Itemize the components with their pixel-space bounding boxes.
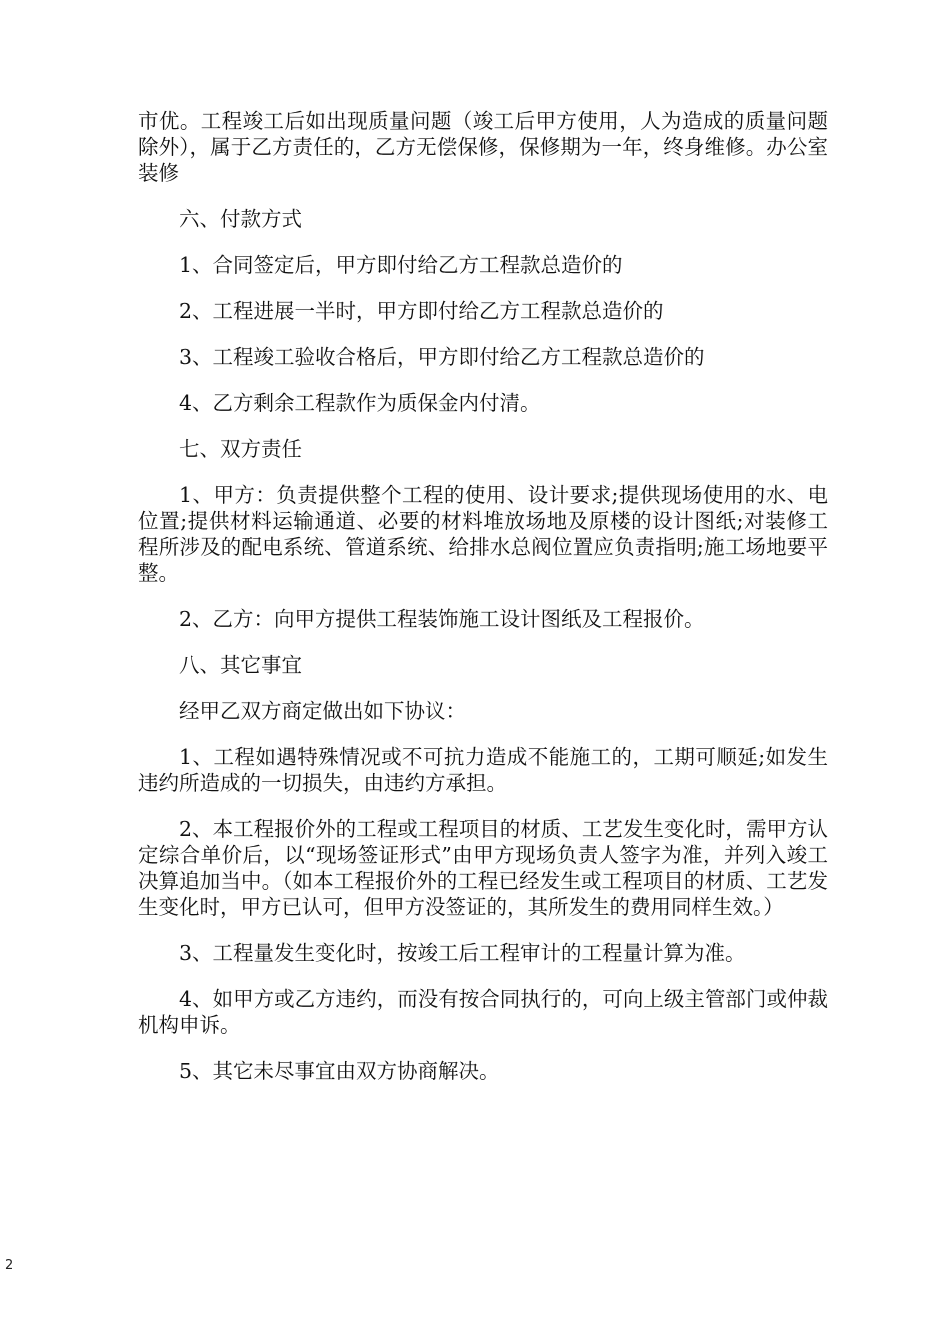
section-heading-payment: 六、付款方式 bbox=[179, 207, 302, 231]
paragraph-payment-2: 2、工程进展一半时，甲方即付给乙方工程款总造价的 bbox=[179, 299, 664, 323]
paragraph-other-4: 4、如甲方或乙方违约，而没有按合同执行的，可向上级主管部门或仲裁机构申诉。 bbox=[138, 987, 828, 1037]
paragraph-warranty-continuation: 市优。工程竣工后如出现质量问题（竣工后甲方使用，人为造成的质量问题除外），属于乙方责任的，乙方无偿保修，保修期为一年，终身维修。办公室装修 bbox=[138, 109, 828, 185]
paragraph-party-a-duties: 1、甲方：负责提供整个工程的使用、设计要求;提供现场使用的水、电位置;提供材料运输通道、必要的材料堆放场地及原楼的设计图纸;对装修工程所涉及的配电系统、管道系统、给排水总阀位置应负责指明;施工场地要平整。 bbox=[138, 483, 828, 585]
section-heading-other-matters: 八、其它事宜 bbox=[179, 653, 302, 677]
paragraph-payment-3: 3、工程竣工验收合格后，甲方即付给乙方工程款总造价的 bbox=[179, 345, 705, 369]
paragraph-other-1: 1、工程如遇特殊情况或不可抗力造成不能施工的，工期可顺延;如发生违约所造成的一切损失，由违约方承担。 bbox=[138, 745, 828, 795]
paragraph-other-3: 3、工程量发生变化时，按竣工后工程审计的工程量计算为准。 bbox=[179, 941, 746, 965]
paragraph-payment-1: 1、合同签定后，甲方即付给乙方工程款总造价的 bbox=[179, 253, 623, 277]
section-heading-responsibilities: 七、双方责任 bbox=[179, 437, 302, 461]
paragraph-other-5: 5、其它未尽事宜由双方协商解决。 bbox=[179, 1059, 500, 1083]
paragraph-payment-4: 4、乙方剩余工程款作为质保金内付清。 bbox=[179, 391, 541, 415]
page-number: 2 bbox=[5, 1258, 14, 1273]
paragraph-other-2: 2、本工程报价外的工程或工程项目的材质、工艺发生变化时，需甲方认定综合单价后，以“现场签证形式”由甲方现场负责人签字为准，并列入竣工决算追加当中。（如本工程报价外的工程已经发生或工程项目的材质、工艺发生变化时，甲方已认可，但甲方没签证的，其所发生的费用同样生效。） bbox=[138, 817, 828, 919]
paragraph-agreement-intro: 经甲乙双方商定做出如下协议： bbox=[179, 699, 466, 723]
document-body bbox=[138, 108, 828, 1104]
paragraph-party-b-duties: 2、乙方：向甲方提供工程装饰施工设计图纸及工程报价。 bbox=[179, 607, 705, 631]
